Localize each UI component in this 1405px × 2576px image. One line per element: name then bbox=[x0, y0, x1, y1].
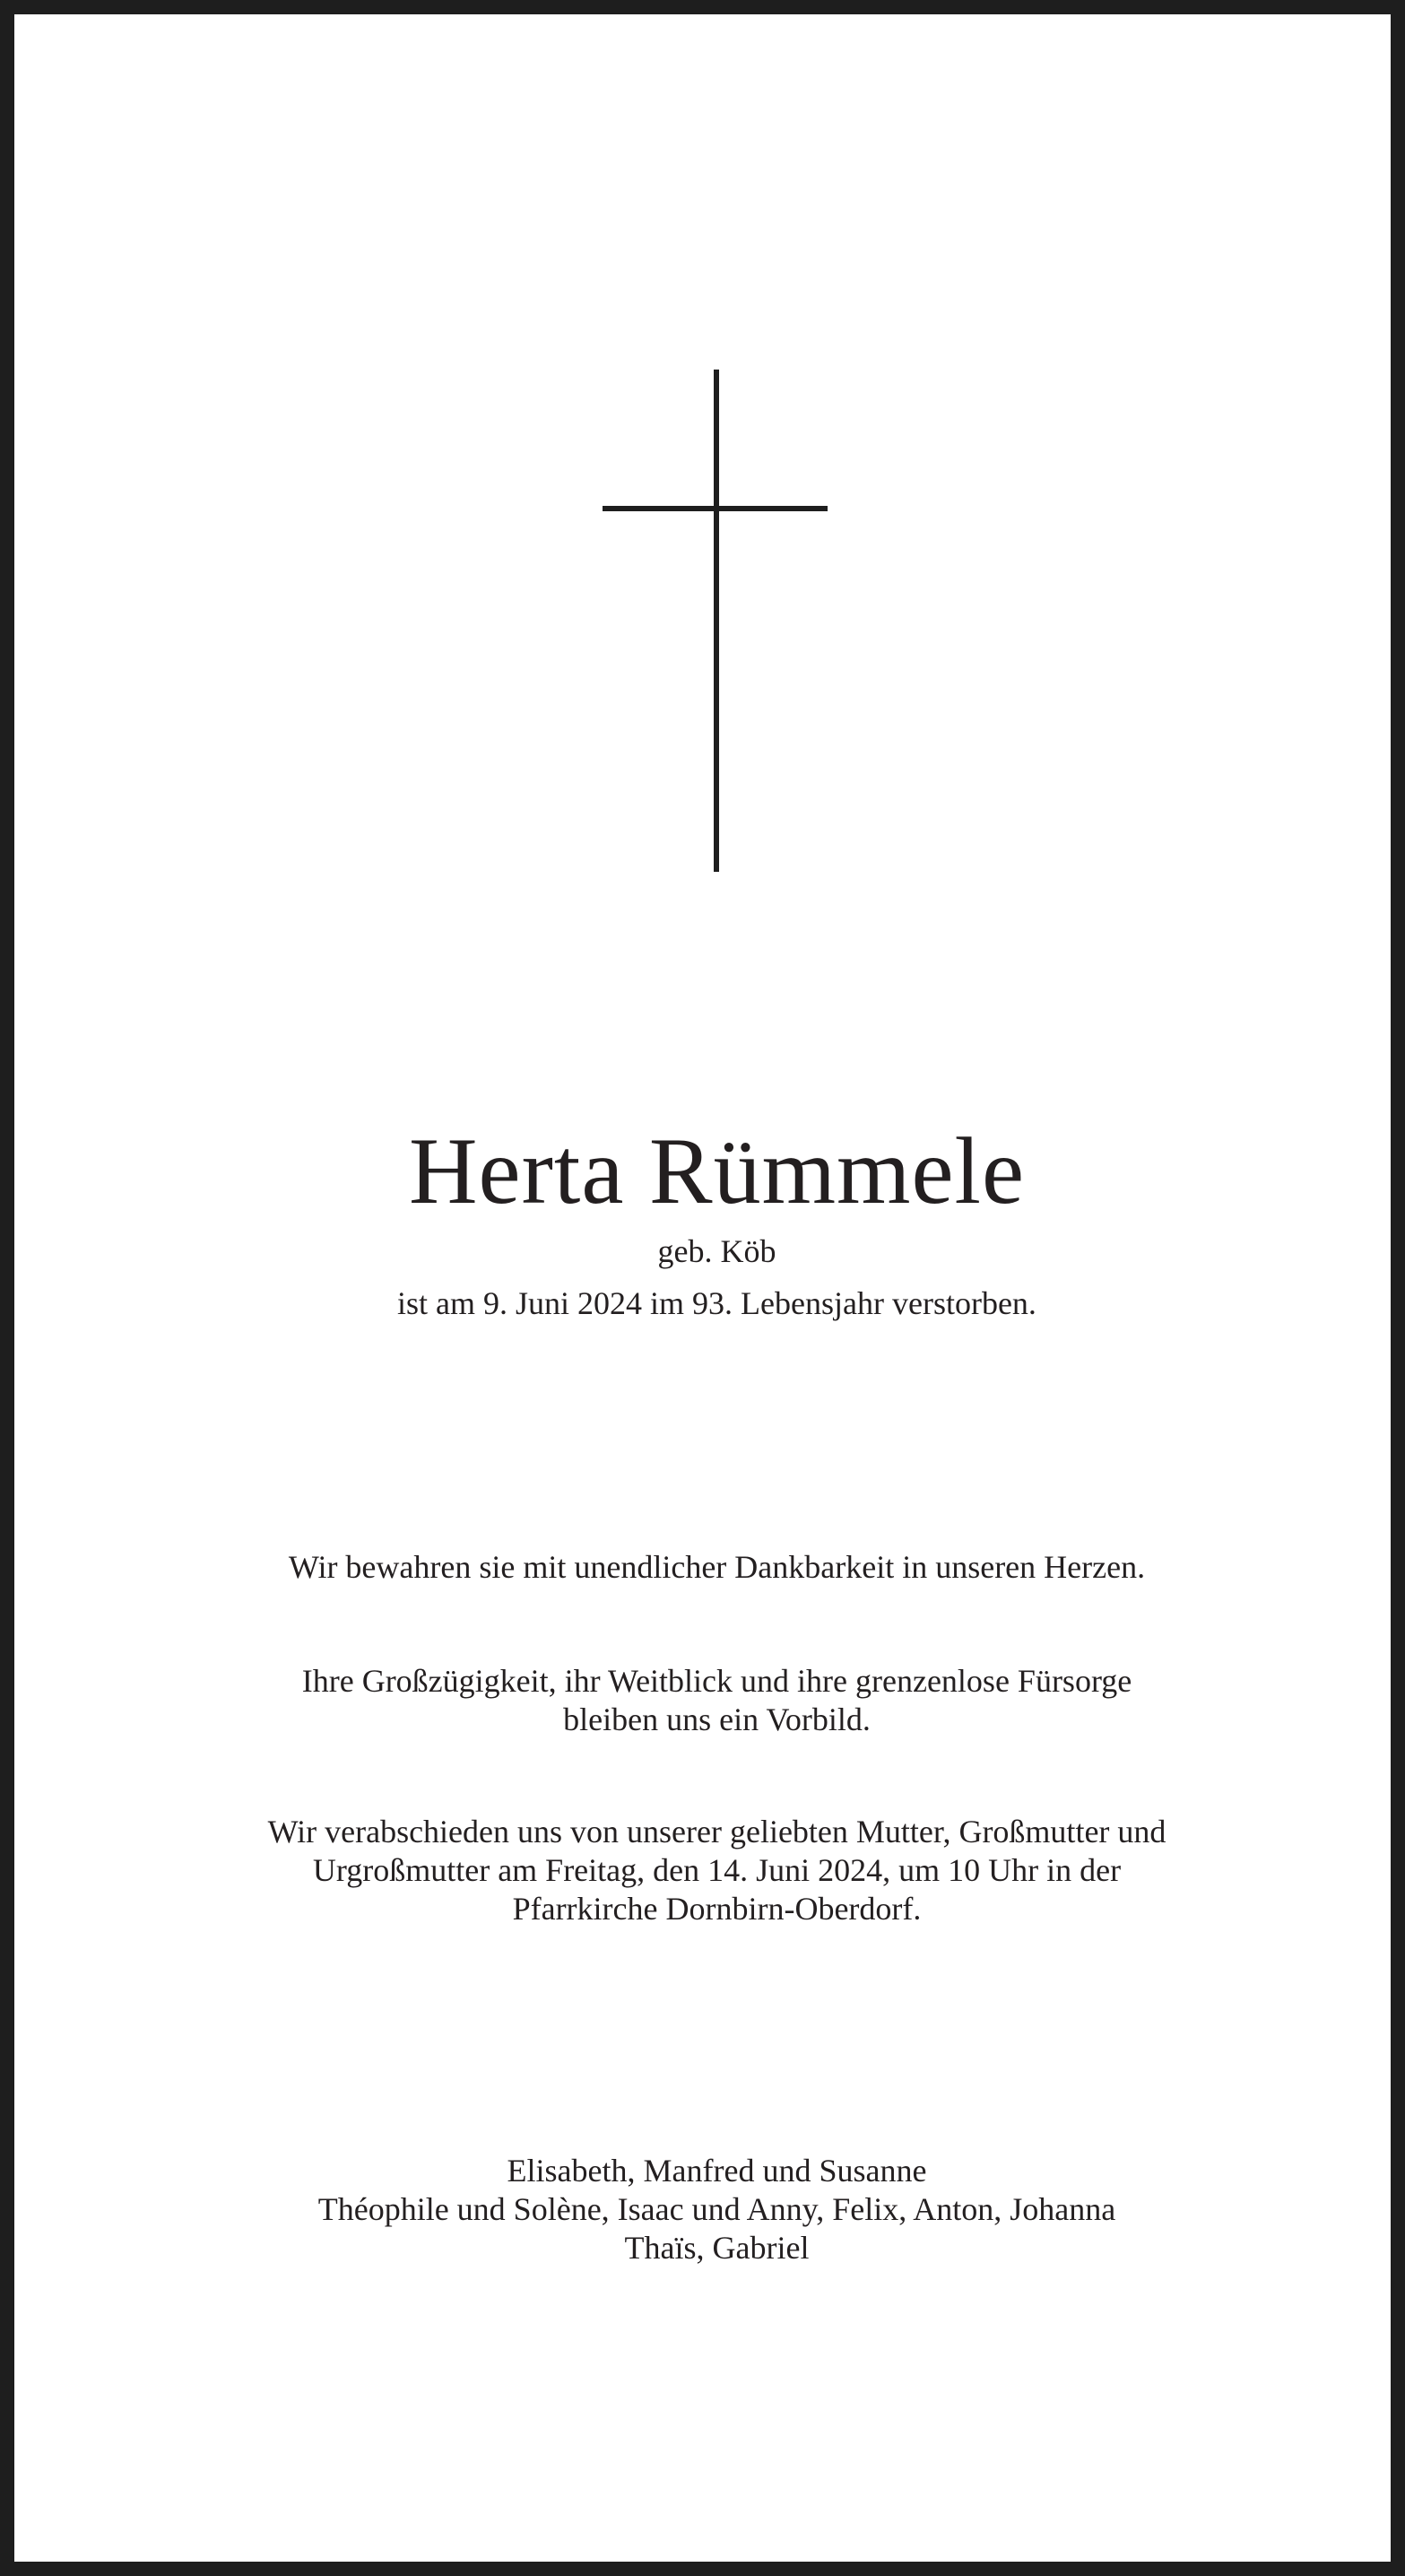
deceased-name: Herta Rümmele bbox=[408, 1118, 1026, 1223]
paragraph-gratitude bbox=[14, 1548, 1405, 1587]
paragraph-line: Ihre Großzügigkeit, ihr Weitblick und ihre grenzenlose Fürsorge bbox=[301, 1663, 1132, 1699]
paragraph-line: bleiben uns ein Vorbild. bbox=[563, 1701, 871, 1737]
paragraph-line: Wir verabschieden uns von unserer geliebten Mutter, Großmutter und bbox=[267, 1814, 1166, 1849]
paragraph-line: Wir bewahren sie mit unendlicher Dankbarkeit in unseren Herzen. bbox=[288, 1549, 1146, 1585]
paragraph-line: Pfarrkirche Dornbirn-Oberdorf. bbox=[512, 1891, 922, 1927]
signatory-line: Thaïs, Gabriel bbox=[624, 2230, 810, 2266]
paragraph-line: Urgroßmutter am Freitag, den 14. Juni 2024, um 10 Uhr in der bbox=[312, 1852, 1122, 1888]
paragraph-funeral bbox=[14, 1813, 1405, 1928]
death-date-line: ist am 9. Juni 2024 im 93. Lebensjahr verstorben. bbox=[397, 1285, 1036, 1321]
cross-horizontal-bar bbox=[603, 506, 828, 511]
signatory-line: Théophile und Solène, Isaac und Anny, Felix, Anton, Johanna bbox=[317, 2191, 1116, 2227]
signatories bbox=[14, 2152, 1405, 2267]
cross-vertical-bar bbox=[714, 370, 719, 872]
maiden-name: geb. Köb bbox=[657, 1233, 776, 1269]
paragraph-legacy bbox=[14, 1662, 1405, 1739]
signatory-line: Elisabeth, Manfred und Susanne bbox=[507, 2153, 927, 2189]
